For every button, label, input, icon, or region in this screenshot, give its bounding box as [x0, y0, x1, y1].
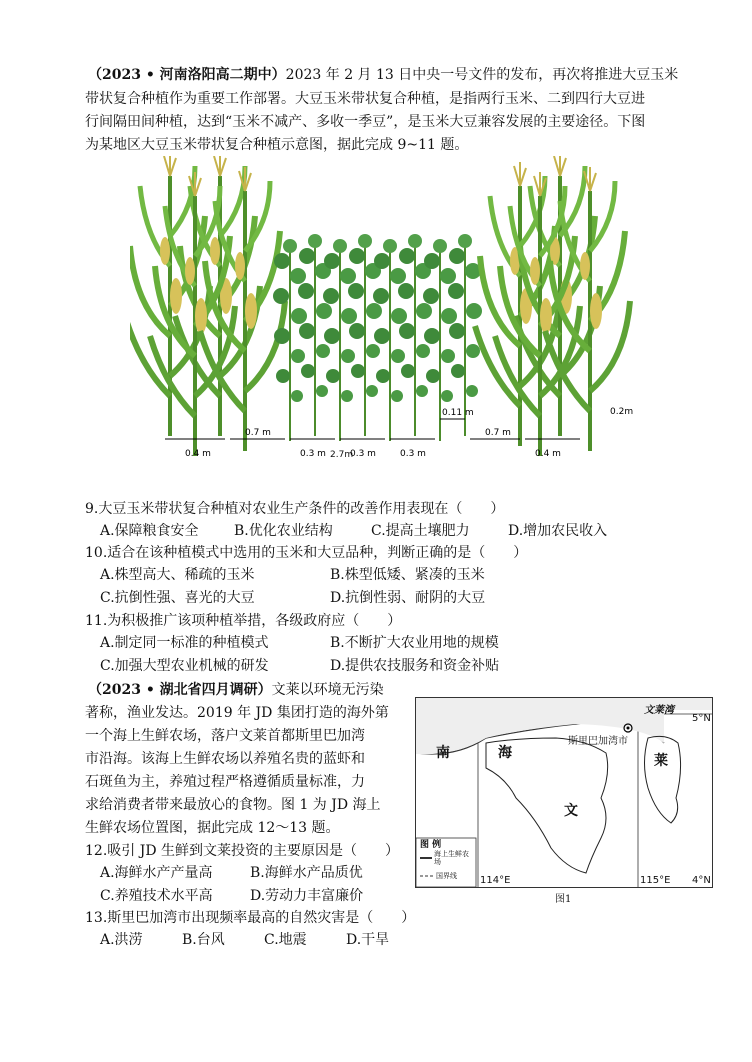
passage-2-line-5: 石斑鱼为主，养殖过程严格遵循质量标准，力 [85, 774, 365, 790]
passage-2-line-7: 生鲜农场位置图，据此完成 12～13 题。 [85, 820, 340, 836]
question-11-stem: 11.为积极推广该项种植举措，各级政府应（ ） [85, 613, 402, 629]
map-city-label: 斯里巴加湾市 [568, 736, 628, 747]
question-11-option-b[interactable]: B.不断扩大农业用地的规模 [330, 635, 499, 651]
question-9-option-d[interactable]: D.增加农民收入 [508, 523, 608, 539]
map-lat-bottom: 4°N [692, 875, 711, 886]
question-12-option-b[interactable]: B.海鲜水产品质优 [250, 865, 363, 881]
passage-2-line-3: 一个海上生鲜农场，落户文莱首都斯里巴加湾 [85, 728, 365, 744]
question-9-option-c[interactable]: C.提高土壤肥力 [371, 523, 470, 539]
dim-label-total: 2.7m [330, 450, 354, 460]
question-10-stem: 10.适合在该种植模式中选用的玉米和大豆品种，判断正确的是（ ） [85, 545, 528, 561]
question-13-stem: 13.斯里巴加湾市出现频率最高的自然灾害是（ ） [85, 910, 416, 926]
dim-label-5: 0.7 m [485, 428, 511, 438]
passage-1-line-2: 带状复合种植作为重要工作部署。大豆玉米带状复合种植，是指两行玉米、二到四行大豆进 [85, 91, 645, 107]
dim-label-4: 0.11 m [442, 408, 474, 418]
question-13-option-b[interactable]: B.台风 [182, 932, 225, 948]
dim-label-3a: 0.3 m [300, 449, 326, 456]
dim-label-6: 0.4 m [535, 449, 561, 456]
dim-label-3c: 0.3 m [400, 449, 426, 456]
question-9-option-b[interactable]: B.优化农业结构 [234, 523, 333, 539]
passage-2-line-1: （2023 • 湖北省四月调研）文莱以环境无污染 [88, 682, 384, 698]
question-11-option-a[interactable]: A.制定同一标准的种植模式 [100, 635, 269, 651]
source-tag-2: （2023 • 湖北省四月调研） [88, 682, 272, 698]
passage-1-line-1: （2023 • 河南洛阳高二期中）2023 年 2 月 13 日中央一号文件的发布，再次将推进大豆玉米 [88, 67, 679, 83]
question-10-option-d[interactable]: D.抗倒性弱、耐阴的大豆 [330, 590, 486, 606]
question-11-option-c[interactable]: C.加强大型农业机械的研发 [100, 658, 269, 674]
map-lat-top: 5°N [692, 713, 711, 724]
map-bay-label: 文莱湾 [644, 705, 674, 716]
question-13-option-c[interactable]: C.地震 [264, 932, 307, 948]
question-13-option-d[interactable]: D.干旱 [346, 932, 390, 948]
dim-label-7: 0.2m [610, 407, 634, 417]
map-legend-title: 图 例 [420, 840, 442, 850]
map-sea-label-2: 海 [498, 745, 512, 761]
map-sea-label-1: 南 [436, 745, 450, 761]
planting-diagram [130, 156, 650, 456]
question-12-option-a[interactable]: A.海鲜水产产量高 [100, 865, 213, 881]
map-legend-border: 国界线 [436, 872, 457, 880]
question-12-option-d[interactable]: D.劳动力丰富廉价 [250, 888, 364, 904]
passage-1-line-3: 行间隔田间种植，达到“玉米不减产、多收一季豆”，是玉米大豆兼容发展的主要途径。下图 [85, 114, 646, 130]
question-10-option-c[interactable]: C.抗倒性强、喜光的大豆 [100, 590, 255, 606]
dim-label-1: 0.4 m [185, 449, 211, 456]
dim-label-2: 0.7 m [245, 428, 271, 438]
passage-2-line-2: 著称，渔业发达。2019 年 JD 集团打造的海外第 [85, 705, 389, 721]
question-12-option-c[interactable]: C.养殖技术水平高 [100, 888, 213, 904]
map-figure-caption: 图1 [555, 894, 572, 905]
map-country-label-1: 文 [564, 803, 578, 819]
dim-label-3b: 0.3 m [350, 449, 376, 456]
question-10-option-b[interactable]: B.株型低矮、紧凑的玉米 [330, 567, 485, 583]
passage-2-line-4: 市沿海。该海上生鲜农场以养殖名贵的蓝虾和 [85, 751, 365, 767]
question-11-option-d[interactable]: D.提供农技服务和资金补贴 [330, 658, 500, 674]
question-9-option-a[interactable]: A.保障粮食安全 [100, 523, 199, 539]
map-country-label-2: 莱 [654, 753, 668, 769]
question-9-stem: 9.大豆玉米带状复合种植对农业生产条件的改善作用表现在（ ） [85, 501, 505, 517]
question-10-option-a[interactable]: A.株型高大、稀疏的玉米 [100, 567, 255, 583]
question-13-option-a[interactable]: A.洪涝 [100, 932, 143, 948]
map-legend-farm: 海上生鲜农场 [434, 850, 469, 866]
question-12-stem: 12.吸引 JD 生鲜到文莱投资的主要原因是（ ） [85, 843, 400, 859]
brunei-map [415, 697, 713, 888]
source-tag-1: （2023 • 河南洛阳高二期中） [88, 67, 286, 83]
map-lon-right: 115°E [640, 875, 671, 886]
map-lon-left: 114°E [480, 875, 511, 886]
passage-2-line-6: 求给消费者带来最放心的食物。图 1 为 JD 海上 [85, 797, 381, 813]
passage-1-line-4: 为某地区大豆玉米带状复合种植示意图，据此完成 9~11 题。 [85, 137, 469, 153]
